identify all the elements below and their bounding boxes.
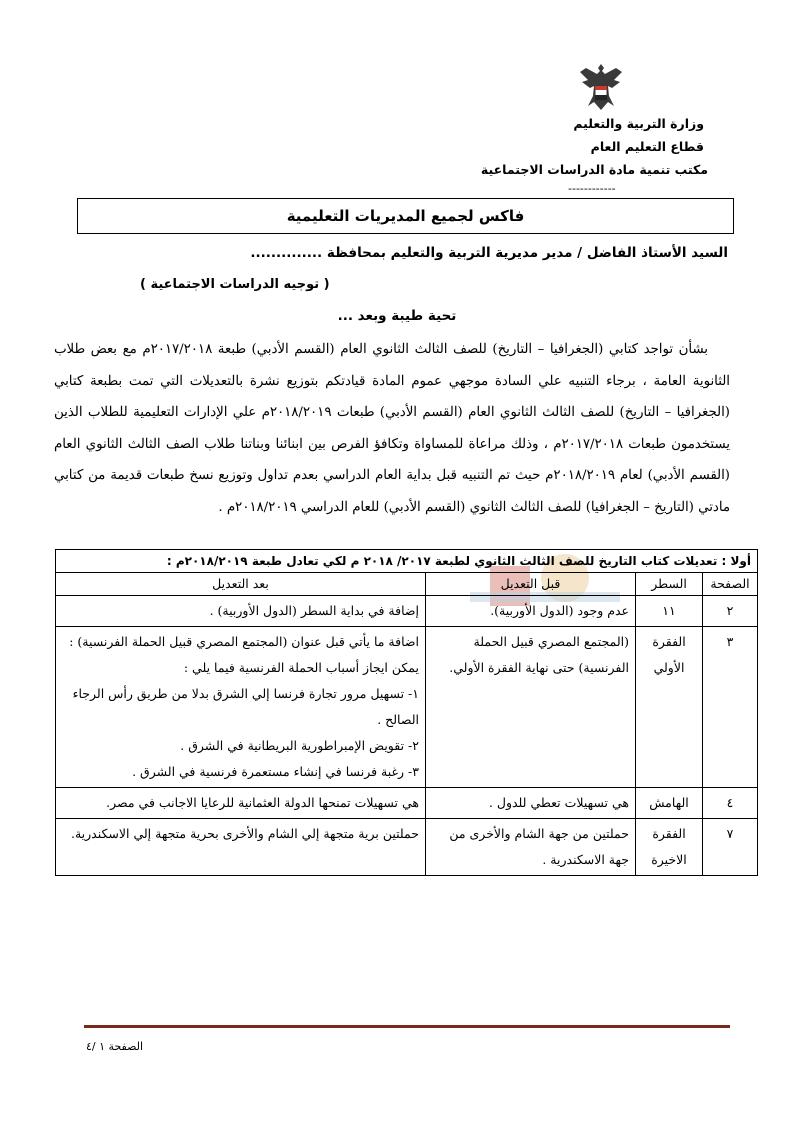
footer-divider — [84, 1025, 730, 1028]
greeting-line: تحية طيبة وبعد ... — [337, 308, 457, 324]
after-line: ٣- رغبة فرنسا في إنشاء مستعمرة فرنسية في الشرق . — [132, 764, 419, 779]
table-row — [56, 819, 758, 876]
ministry-name: وزارة التربية والتعليم — [573, 116, 704, 131]
table-row — [56, 627, 758, 788]
row-before: حملتين من جهة الشام والأخرى من جهة الاسكندرية . — [426, 819, 636, 876]
row-after — [56, 627, 426, 788]
row-after: حملتين برية متجهة إلي الشام والأخرى بحرية متجهة إلي الاسكندرية. — [56, 819, 426, 876]
table-row — [56, 596, 758, 627]
addressee-line: السيد الأستاذ الفاضل / مدير مديرية التربية والتعليم بمحافظة .............. — [250, 245, 728, 261]
row-line: الهامش — [636, 788, 703, 819]
fax-title: فاكس لجميع المديريات التعليمية — [286, 207, 525, 225]
office-name: مكتب تنمية مادة الدراسات الاجتماعية — [480, 162, 708, 177]
page-number: الصفحة ١ /٤ — [86, 1040, 144, 1053]
row-before: هي تسهيلات تعطي للدول . — [426, 788, 636, 819]
after-line: يمكن ايجاز أسباب الحملة الفرنسية فيما يلي : — [183, 660, 419, 675]
after-line: ١- تسهيل مرور تجارة فرنسا إلي الشرق بدلا من طريق رأس الرجاء الصالح . — [72, 686, 419, 727]
table-caption: أولا : تعديلات كتاب التاريخ للصف الثالث الثانوي لطبعة ٢٠١٧/ ٢٠١٨ م لكي تعادل طبعة ٢٠١٨/٢٠١٩م : — [56, 550, 758, 573]
table-header-row — [56, 573, 758, 596]
subject-line: ( توجيه الدراسات الاجتماعية ) — [140, 277, 330, 292]
row-before: (المجتمع المصري قبيل الحملة الفرنسية) حتى نهاية الفقرة الأولي. — [426, 627, 636, 788]
header-after: بعد التعديل — [56, 573, 426, 596]
eagle-emblem-icon — [578, 62, 624, 112]
row-page: ٧ — [703, 819, 758, 876]
row-line: الفقرة الأولي — [636, 627, 703, 788]
header-separator: ------------ — [568, 182, 616, 195]
header-line: السطر — [636, 573, 703, 596]
after-line: ٢- تقويض الإمبراطورية البريطانية في الشرق . — [180, 738, 419, 753]
row-line: الفقرة الاخيرة — [636, 819, 703, 876]
header-page: الصفحة — [703, 573, 758, 596]
row-line: ١١ — [636, 596, 703, 627]
ministry-header — [444, 112, 708, 181]
after-line: اضافة ما يأتي قبل عنوان (المجتمع المصري قبيل الحملة الفرنسية) : — [69, 634, 419, 649]
sector-name: قطاع التعليم العام — [590, 139, 704, 154]
row-after: إضافة في بداية السطر (الدول الأوربية) . — [56, 596, 426, 627]
amendments-table — [55, 549, 758, 876]
table-row — [56, 788, 758, 819]
row-page: ٢ — [703, 596, 758, 627]
row-before: عدم وجود (الدول الأوربية). — [426, 596, 636, 627]
row-page: ٤ — [703, 788, 758, 819]
body-paragraph: بشأن تواجد كتابي (الجغرافيا – التاريخ) للصف الثالث الثانوي العام (القسم الأدبي) طبعة ٢٠١٧/٢٠١٨م مع بعض طلاب الثانوية العامة ، برجاء التنبيه علي السادة موجهي عموم المادة قيادتكم بتوزيع نشرة بالتعديلات التي تمت بطبعة كتابي (الجغرافيا – التاريخ) للصف الثالث الثانوي العام (القسم الأدبي) طبعات ٢٠١٨/٢٠١٩م علي الإدارات التعليمية للطلاب الذين يستخدمون طبعات ٢٠١٧/٢٠١٨م ، وذلك مراعاة للمساواة وتكافؤ الفرص بين ابنائنا وبناتنا طلاب الصف الثالث الثانوي العام (القسم الأدبي) لعام ٢٠١٨/٢٠١٩م حيث تم التنبيه قبل بداية العام الدراسي بعدم تداول وتوزيع نسخ طبعات قديمة من كتابي مادتي (التاريخ – الجغرافيا) للصف الثالث الثانوي (القسم الأدبي) للعام الدراسي ٢٠١٨/٢٠١٩م . — [54, 342, 730, 515]
row-page: ٣ — [703, 627, 758, 788]
row-after: هي تسهيلات تمنحها الدولة العثمانية للرعايا الاجانب في مصر. — [56, 788, 426, 819]
fax-title-box — [77, 198, 734, 234]
header-before: قبل التعديل — [426, 573, 636, 596]
